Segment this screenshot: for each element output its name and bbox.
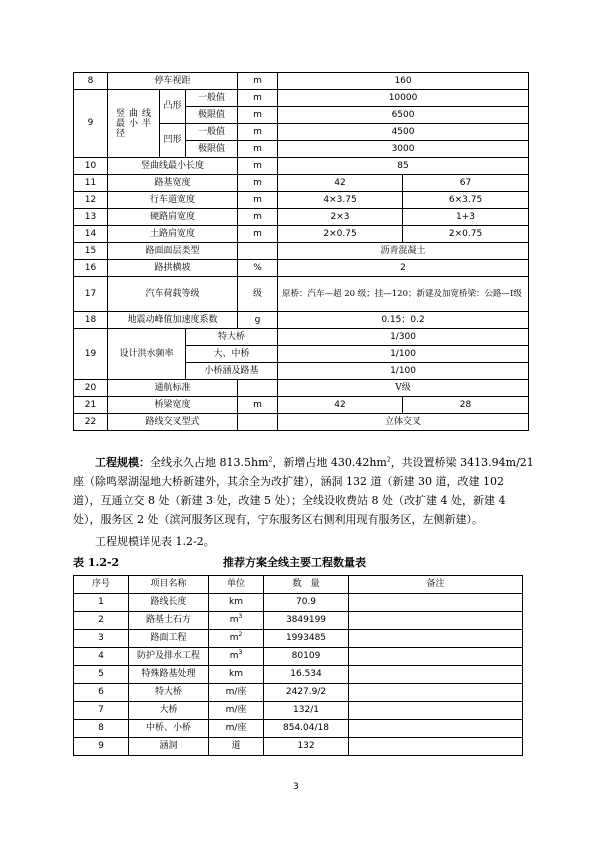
row-value-b: 2×0.75 [403,226,529,243]
row-no: 20 [74,380,108,397]
cell-quantity: 132/1 [264,702,349,720]
row-unit: m [238,397,278,414]
row-unit: 级 [238,277,278,312]
table-row [74,243,529,260]
cell-quantity: 70.9 [264,594,349,612]
table-row [74,312,529,329]
table-row [74,175,529,192]
cell-unit: 道 [209,738,264,756]
row-name: 硬路肩宽度 [108,209,238,226]
row-unit: m [238,107,278,124]
row-no: 11 [74,175,108,192]
row-value-a: 42 [278,175,403,192]
cell-unit: $m^3$ [209,648,264,666]
table-caption-title: 推荐方案全线主要工程数量表 [223,556,366,569]
cell-item: 路面工程 [129,630,209,648]
cell-item: 特大桥 [129,684,209,702]
row-value: 0.15；0.2 [278,312,529,329]
cell-item: 路基土石方 [129,612,209,630]
table-row [74,277,529,312]
row-name: 路线交叉型式 [108,414,238,431]
table-row [74,209,529,226]
row-name: 竖曲线最小长度 [108,158,238,175]
row-no: 21 [74,397,108,414]
row-unit: m [238,141,278,158]
cell-no: 3 [74,630,129,648]
table-row [74,720,523,738]
row-no: 17 [74,277,108,312]
table-header-row [74,576,523,594]
cell-quantity: 80109 [264,648,349,666]
cell-item: 中桥、小桥 [129,720,209,738]
row-value: 3000 [278,141,529,158]
table-row [74,684,523,702]
row-value: 1/100 [278,346,529,363]
cell-item: 特殊路基处理 [129,666,209,684]
detail-note: 工程规模详见表 1.2-2。 [95,535,215,548]
cell-no: 5 [74,666,129,684]
row-value: 沥青混凝土 [278,243,529,260]
project-scale-text-a: 全线永久占地 813.5hm [150,456,269,469]
table-row [74,414,529,431]
row-no: 18 [74,312,108,329]
cell-note [349,684,523,702]
superscript: 2 [386,456,391,464]
row-kind: 特大桥 [186,329,278,346]
table-row [74,594,523,612]
row-no: 22 [74,414,108,431]
row-kind: 极限值 [186,107,238,124]
row-value: 4500 [278,124,529,141]
row-unit: m [238,175,278,192]
project-scale-line: 座（除鸣翠湖湿地大桥新建外，其余全为改扩建），涵洞 132 道（新建 30 道，改建 102 [73,475,504,488]
row-name: 桥梁宽度 [108,397,238,414]
cell-note [349,738,523,756]
table-row [74,630,523,648]
row-no: 13 [74,209,108,226]
row-name: 路面面层类型 [108,243,238,260]
project-scale-text-c: ，共设置桥梁 3413.94m/21 [390,456,534,469]
row-value-a: 4×3.75 [278,192,403,209]
cell-unit: m/座 [209,720,264,738]
row-unit: m [238,90,278,107]
row-unit: m [238,209,278,226]
row-value-b: 67 [403,175,529,192]
row-kind: 极限值 [186,141,238,158]
row-no: 16 [74,260,108,277]
row-name: 地震动峰值加速度系数 [108,312,238,329]
row-value-b: 6×3.75 [403,192,529,209]
project-scale-paragraph [73,453,534,529]
project-scale-text-b: ，新增占地 430.42hm [272,456,387,469]
cell-quantity: 1993485 [264,630,349,648]
row-unit: m [238,158,278,175]
row-unit [238,380,278,397]
cell-note [349,612,523,630]
column-header: 序号 [74,576,129,594]
cell-note [349,630,523,648]
table-row [74,192,529,209]
cell-unit: $m^2$ [209,630,264,648]
row-unit [238,414,278,431]
row-unit: g [238,312,278,329]
cell-unit: km [209,594,264,612]
table-row [74,612,523,630]
cell-item: 路线长度 [129,594,209,612]
table-caption-number: 表 1.2-2 [73,556,120,569]
table-row [74,702,523,720]
row-unit: m [238,124,278,141]
column-header: 数 量 [264,576,349,594]
row-group: 竖 曲 线 最 小 半 径 [108,90,160,158]
table-row [74,666,523,684]
cell-no: 1 [74,594,129,612]
cell-quantity: 854.04/18 [264,720,349,738]
cell-unit: km [209,666,264,684]
cell-note [349,666,523,684]
row-no: 19 [74,329,108,380]
cell-no: 6 [74,684,129,702]
row-value: 1/300 [278,329,529,346]
cell-quantity: 132 [264,738,349,756]
project-scale-line: 处），服务区 2 处（滨河服务区现有，宁东服务区右侧利用现有服务区，左侧新建）。 [73,513,483,526]
column-header: 项目名称 [129,576,209,594]
row-name: 路基宽度 [108,175,238,192]
column-header: 备注 [349,576,523,594]
cell-item: 防护及排水工程 [129,648,209,666]
row-value: 10000 [278,90,529,107]
row-value: 6500 [278,107,529,124]
cell-no: 4 [74,648,129,666]
row-name: 通航标准 [108,380,238,397]
table-row [74,380,529,397]
row-unit: m [238,192,278,209]
cell-quantity: 3849199 [264,612,349,630]
page-number: 3 [293,782,299,792]
cell-unit: m/座 [209,684,264,702]
cell-quantity: 2427.9/2 [264,684,349,702]
row-kind: 大、中桥 [186,346,278,363]
row-unit: m [238,73,278,90]
column-header: 单位 [209,576,264,594]
row-value: 2 [278,260,529,277]
cell-quantity: 16.534 [264,666,349,684]
row-no: 14 [74,226,108,243]
row-value: 1/100 [278,363,529,380]
table-row [74,648,523,666]
row-value-a: 2×3 [278,209,403,226]
row-value-b: 28 [403,397,529,414]
row-value: 立体交叉 [278,414,529,431]
row-unit [238,243,278,260]
quantities-table [73,575,523,756]
table-caption [73,553,522,572]
row-no: 8 [74,73,108,90]
cell-note [349,648,523,666]
row-no: 10 [74,158,108,175]
row-kind: 一般值 [186,124,238,141]
cell-unit: m/座 [209,702,264,720]
row-name: 汽车荷载等级 [108,277,238,312]
row-shape: 凹形 [160,124,186,158]
row-value: 85 [278,158,529,175]
cell-no: 2 [74,612,129,630]
row-name: 土路肩宽度 [108,226,238,243]
row-name: 行车道宽度 [108,192,238,209]
cell-no: 9 [74,738,129,756]
row-shape: 凸形 [160,90,186,124]
table-row [74,397,529,414]
cell-note [349,702,523,720]
row-no: 12 [74,192,108,209]
technical-standards-table [73,72,529,431]
row-no: 9 [74,90,108,158]
cell-note [349,594,523,612]
table-row [74,329,529,346]
table-row [74,738,523,756]
row-value-a: 2×0.75 [278,226,403,243]
table-row [74,90,529,107]
project-scale-label: 工程规模： [95,456,150,469]
row-unit: m [238,226,278,243]
row-value-a: 42 [278,397,403,414]
cell-item: 大桥 [129,702,209,720]
row-value: 原桥：汽车—超 20 级；挂—120；新建及加宽桥梁：公路—Ⅰ级 [278,277,529,312]
table-row [74,226,529,243]
row-value: Ⅴ级 [278,380,529,397]
cell-unit: $m^3$ [209,612,264,630]
cell-no: 8 [74,720,129,738]
row-value: 160 [278,73,529,90]
table-row [74,260,529,277]
cell-no: 7 [74,702,129,720]
row-value-b: 1+3 [403,209,529,226]
row-group: 设计洪水频率 [108,329,186,380]
row-no: 15 [74,243,108,260]
table-row [74,73,529,90]
table-row [74,158,529,175]
row-name: 停车视距 [108,73,238,90]
row-kind: 一般值 [186,90,238,107]
cell-item: 涵洞 [129,738,209,756]
cell-note [349,720,523,738]
row-unit: % [238,260,278,277]
project-scale-line: 道），互通立交 8 处（新建 3 处，改建 5 处）；全线设收费站 8 处（改扩建 4 处，新建 4 [73,494,506,507]
row-kind: 小桥涵及路基 [186,363,278,380]
superscript: 2 [268,456,273,464]
row-name: 路拱横坡 [108,260,238,277]
